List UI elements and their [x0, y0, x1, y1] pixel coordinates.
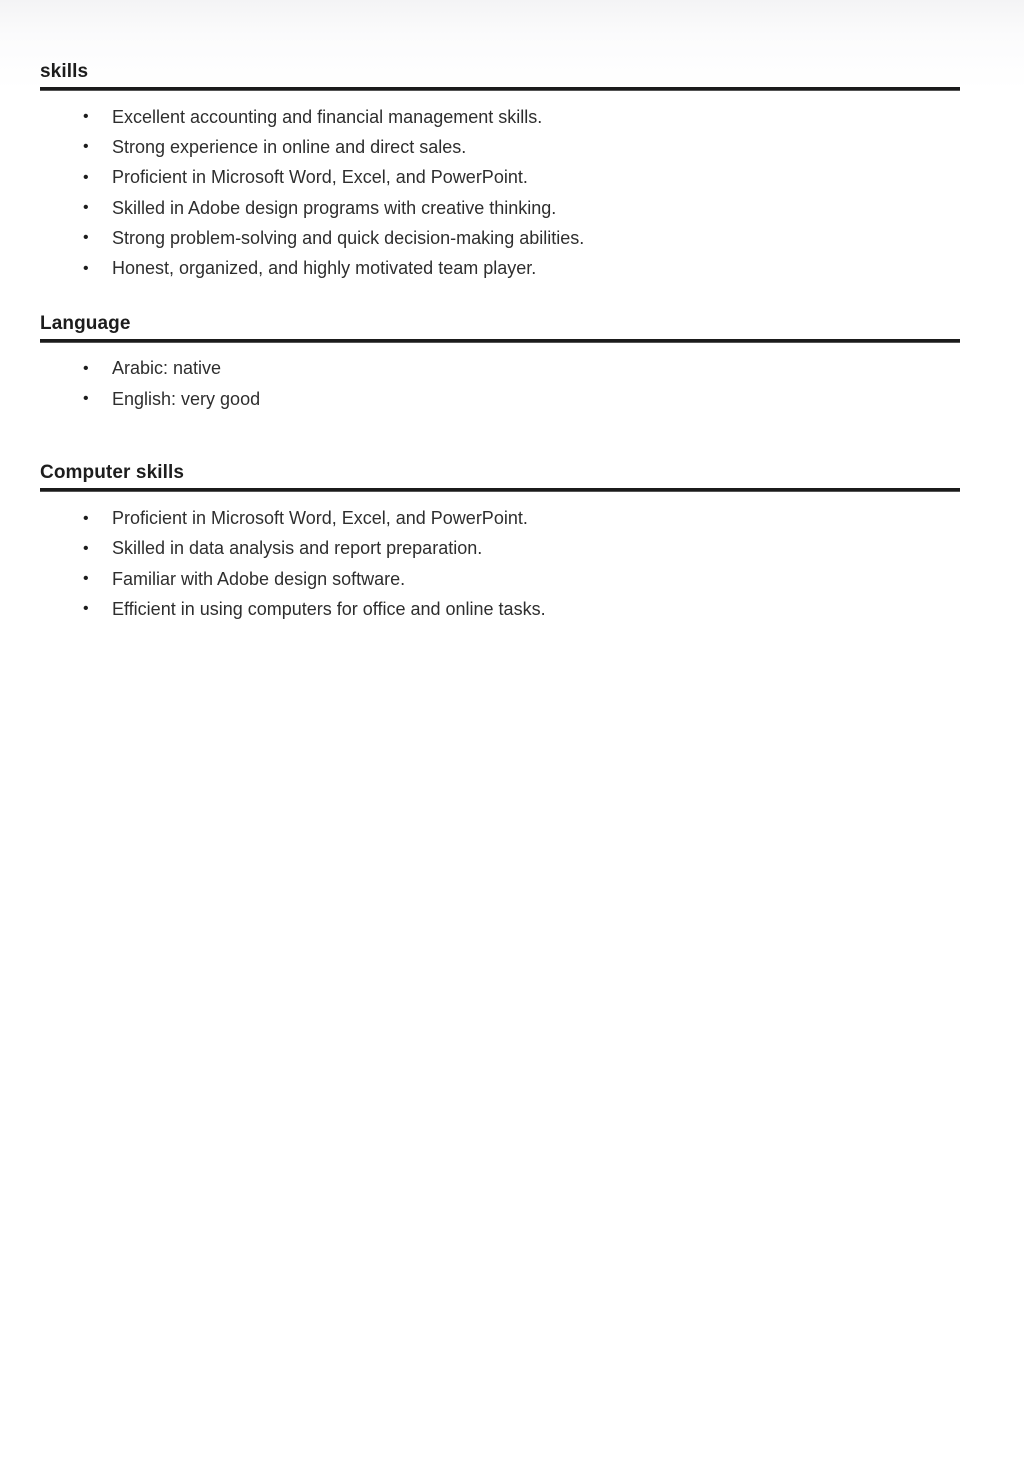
list-item — [40, 594, 960, 624]
list-item-text: Arabic: native — [112, 358, 222, 379]
list-item — [40, 253, 960, 283]
bullet-icon: • — [83, 108, 89, 126]
list-item-text: Strong problem-solving and quick decision-making abilities. — [112, 227, 585, 248]
section-computer-skills-rule — [40, 488, 960, 492]
list-item-text: Proficient in Microsoft Word, Excel, and PowerPoint. — [112, 508, 528, 529]
bullet-icon: • — [83, 168, 89, 186]
list-item-text: Honest, organized, and highly motivated team player. — [112, 258, 537, 279]
list-item-text: Efficient in using computers for office and online tasks. — [112, 598, 546, 619]
list-item — [40, 223, 960, 253]
list-item-text: Strong experience in online and direct sales. — [112, 136, 467, 157]
list-item — [40, 564, 960, 594]
list-item — [40, 163, 960, 193]
bullet-icon: • — [83, 539, 89, 557]
section-skills-heading: skills — [40, 61, 89, 82]
bullet-icon: • — [83, 600, 89, 618]
section-computer-skills-heading: Computer skills — [40, 462, 185, 484]
bullet-icon: • — [83, 359, 89, 377]
language-bullet-list — [40, 354, 960, 415]
list-item — [40, 534, 960, 564]
list-item — [40, 354, 960, 384]
list-item — [40, 132, 960, 162]
list-item — [40, 384, 960, 414]
section-skills — [40, 59, 960, 284]
bullet-icon: • — [83, 259, 89, 277]
bullet-icon: • — [83, 390, 89, 408]
list-item-text: English: very good — [112, 388, 261, 409]
list-item-text: Skilled in data analysis and report preparation. — [112, 538, 483, 559]
bullet-icon: • — [83, 509, 89, 527]
list-item-text: Familiar with Adobe design software. — [112, 568, 406, 589]
section-language — [40, 311, 960, 415]
bullet-icon: • — [83, 199, 89, 217]
bullet-icon: • — [83, 229, 89, 247]
section-skills-rule — [40, 87, 960, 91]
list-item — [40, 102, 960, 132]
section-language-heading: Language — [40, 312, 131, 334]
list-item-text: Excellent accounting and financial management skills. — [112, 106, 543, 127]
section-computer-skills — [40, 460, 960, 624]
bullet-icon: • — [83, 138, 89, 156]
bullet-icon: • — [83, 570, 89, 588]
computer-skills-bullet-list — [40, 503, 960, 624]
list-item-text: Skilled in Adobe design programs with creative thinking. — [112, 197, 557, 218]
list-item — [40, 503, 960, 533]
list-item — [40, 193, 960, 223]
section-language-rule — [40, 339, 960, 343]
list-item-text: Proficient in Microsoft Word, Excel, and PowerPoint. — [112, 167, 528, 188]
skills-bullet-list — [40, 102, 960, 284]
